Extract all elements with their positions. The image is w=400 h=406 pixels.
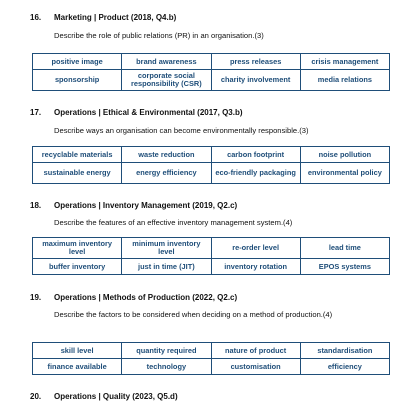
keyword-cell: waste reduction (122, 147, 211, 163)
question-number: 19. (30, 293, 42, 302)
keyword-cell: customisation (211, 359, 300, 375)
question-number: 18. (30, 201, 42, 210)
keyword-cell: crisis management (300, 54, 389, 70)
keyword-cell: maximum inventory level (33, 238, 122, 259)
keyword-cell: minimum inventory level (122, 238, 211, 259)
question-title: Operations | Inventory Management (2019, Q2.c) (54, 201, 238, 210)
keyword-cell: corporate social responsibility (CSR) (122, 70, 211, 91)
keyword-cell: carbon footprint (211, 147, 300, 163)
question-description: Describe ways an organisation can become environmentally responsible.(3) (54, 126, 309, 135)
keyword-cell: re-order level (211, 238, 300, 259)
keyword-cell: environmental policy (300, 163, 389, 184)
keyword-cell: finance available (33, 359, 122, 375)
keyword-table (32, 146, 390, 184)
keyword-cell: nature of product (211, 343, 300, 359)
keyword-table (32, 342, 390, 375)
question-heading (30, 201, 237, 210)
question-number: 17. (30, 108, 42, 117)
keyword-cell: recyclable materials (33, 147, 122, 163)
keyword-cell: quantity required (122, 343, 211, 359)
keyword-cell: media relations (300, 70, 389, 91)
keyword-cell: technology (122, 359, 211, 375)
keyword-cell: inventory rotation (211, 259, 300, 275)
keyword-cell: buffer inventory (33, 259, 122, 275)
question-heading (30, 392, 178, 401)
keyword-cell: eco-friendly packaging (211, 163, 300, 184)
question-title: Marketing | Product (2018, Q4.b) (54, 13, 177, 22)
keyword-table (32, 237, 390, 275)
question-description: Describe the factors to be considered when deciding on a method of production.(4) (54, 310, 333, 319)
keyword-cell: sponsorship (33, 70, 122, 91)
question-number: 16. (30, 13, 42, 22)
keyword-cell: efficiency (300, 359, 389, 375)
keyword-cell: EPOS systems (300, 259, 389, 275)
question-title: Operations | Methods of Production (2022, Q2.c) (54, 293, 238, 302)
keyword-cell: noise pollution (300, 147, 389, 163)
keyword-cell: sustainable energy (33, 163, 122, 184)
question-heading (30, 13, 176, 22)
keyword-cell: brand awareness (122, 54, 211, 70)
keyword-cell: lead time (300, 238, 389, 259)
keyword-cell: skill level (33, 343, 122, 359)
question-title: Operations | Quality (2023, Q5.d) (54, 392, 178, 401)
question-heading (30, 108, 243, 117)
keyword-cell: positive image (33, 54, 122, 70)
question-description: Describe the role of public relations (PR) in an organisation.(3) (54, 31, 264, 40)
keyword-cell: energy efficiency (122, 163, 211, 184)
keyword-table (32, 53, 390, 91)
question-number: 20. (30, 392, 42, 401)
question-description: Describe the features of an effective inventory management system.(4) (54, 218, 293, 227)
question-title: Operations | Ethical & Environmental (2017, Q3.b) (54, 108, 243, 117)
keyword-cell: standardisation (300, 343, 389, 359)
keyword-cell: press releases (211, 54, 300, 70)
keyword-cell: just in time (JIT) (122, 259, 211, 275)
question-heading (30, 293, 237, 302)
keyword-cell: charity involvement (211, 70, 300, 91)
